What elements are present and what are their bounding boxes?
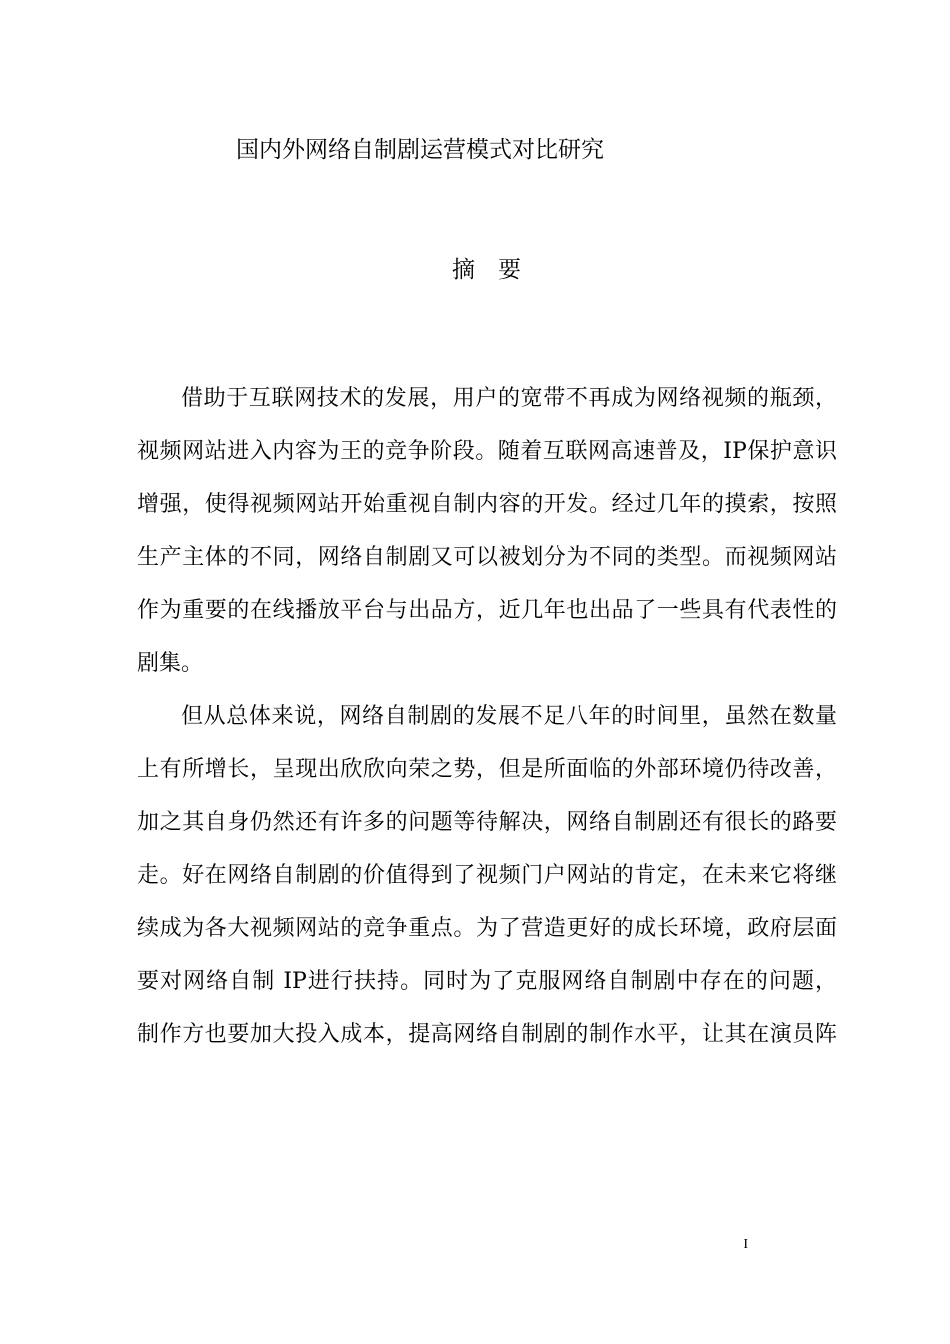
paragraph-line: 生产主体的不同，网络自制剧又可以被划分为不同的类型。而视频网站 [137, 545, 837, 570]
paragraph-2 [137, 690, 837, 1061]
paragraph-line: 但从总体来说，网络自制剧的发展不足八年的时间里，虽然在数量 [181, 704, 837, 729]
page-number-label: I [743, 1237, 748, 1252]
paragraph-line: 增强，使得视频网站开始重视自制内容的开发。经过几年的摸索，按照 [137, 492, 837, 517]
paragraph-line: 续成为各大视频网站的竞争重点。为了营造更好的成长环境，政府层面 [137, 916, 837, 941]
paragraph-line: 要对网络自制 IP进行扶持。同时为了克服网络自制剧中存在的问题， [137, 969, 837, 994]
abstract-heading: 摘 要 [452, 257, 521, 283]
document-title: 国内外网络自制剧运营模式对比研究 [236, 137, 604, 163]
abstract-body [137, 372, 837, 1061]
paragraph-line: 走。好在网络自制剧的价值得到了视频门户网站的肯定，在未来它将继 [137, 863, 837, 888]
paragraph-line: 制作方也要加大投入成本，提高网络自制剧的制作水平，让其在演员阵 [137, 1022, 837, 1047]
paragraph-line: 上有所增长，呈现出欣欣向荣之势，但是所面临的外部环境仍待改善， [137, 757, 837, 782]
paragraph-line: 加之其自身仍然还有许多的问题等待解决，网络自制剧还有很长的路要 [137, 810, 837, 835]
paragraph-1 [137, 372, 837, 690]
paragraph-line: 剧集。 [137, 651, 204, 676]
paragraph-line: 视频网站进入内容为王的竞争阶段。随着互联网高速普及，IP保护意识 [137, 439, 837, 464]
paragraph-line: 作为重要的在线播放平台与出品方，近几年也出品了一些具有代表性的 [137, 598, 837, 623]
page-number [0, 1236, 748, 1254]
paragraph-line: 借助于互联网技术的发展，用户的宽带不再成为网络视频的瓶颈， [181, 386, 837, 411]
